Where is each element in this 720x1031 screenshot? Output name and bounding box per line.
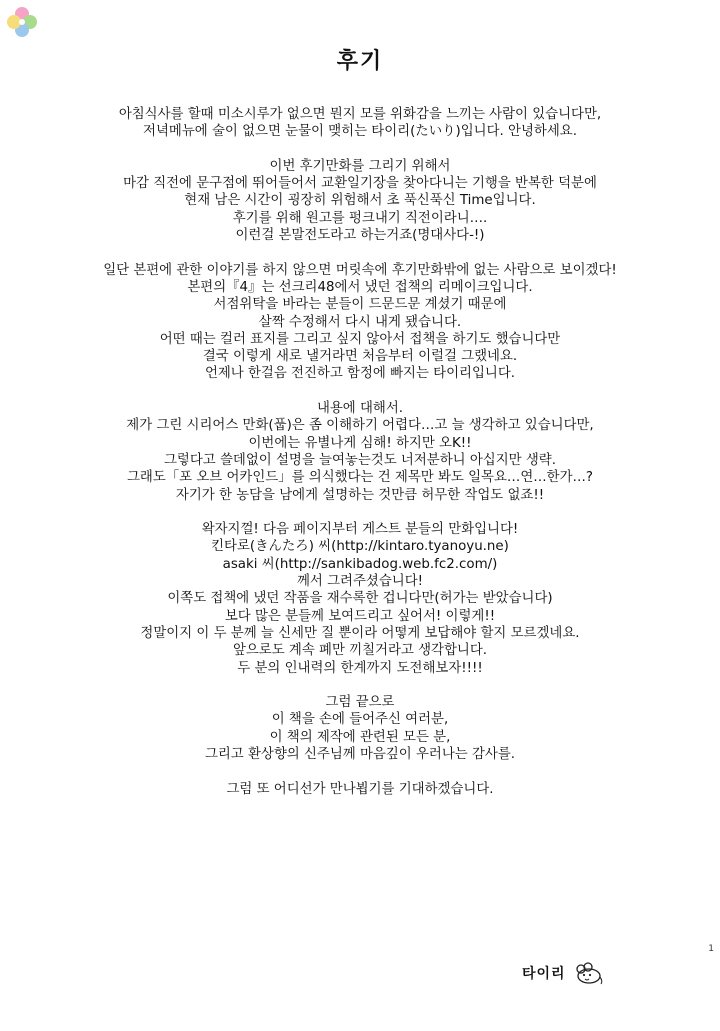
- paragraph-deadline: [40, 158, 680, 244]
- text-line: 마감 직전에 문구점에 뛰어들어서 교환일기장을 찾아다니는 기행을 반복한 덕분에: [123, 176, 597, 192]
- afterword-body: [40, 106, 680, 815]
- paragraph-greeting: [40, 106, 680, 141]
- text-line: 이번에는 유별나게 심해! 하지만 오K!!: [248, 435, 472, 451]
- text-line: 그럼 끝으로: [325, 695, 395, 711]
- text-line: 내용에 대해서.: [316, 401, 404, 417]
- text-line: 그래도「포 오브 어카인드」를 의식했다는 건 제목만 봐도 일목요…연…한가…?: [126, 470, 594, 486]
- text-line: 일단 본편에 관한 이야기를 하지 않으면 머릿속에 후기만화밖에 없는 사람으로 보이겠다!: [103, 262, 617, 278]
- signature-name: 타이리: [522, 966, 566, 982]
- text-line: 어떤 때는 컬러 표지를 그리고 싶지 않아서 접책을 하기도 했습니다만: [159, 331, 561, 347]
- text-line: 왁자지껄! 다음 페이지부터 게스트 분들의 만화입니다!: [201, 522, 519, 538]
- text-line: 이쪽도 접책에 냈던 작품을 재수록한 겁니다만(허가는 받았습니다): [167, 591, 553, 607]
- text-line: 살짝 수정해서 다시 내게 됐습니다.: [258, 314, 462, 330]
- text-line: 아침식사를 할때 미소시루가 없으면 뭔지 모를 위화감을 느끼는 사람이 있습니다만,: [118, 107, 602, 122]
- text-line: 본편의『4』는 선크리48에서 냈던 접책의 리메이크입니다.: [187, 279, 533, 295]
- author-signature: [522, 960, 604, 986]
- text-line: 그리고 환상향의 신주님께 마음깊이 우러나는 감사를.: [204, 746, 516, 762]
- page-number: 1: [708, 944, 714, 954]
- text-line: 저녁메뉴에 술이 없으면 눈물이 맺히는 타이리(たいり)입니다. 안녕하세요.: [143, 124, 577, 140]
- text-line: 두 분의 인내력의 한계까지 도전해보자!!!!: [237, 660, 483, 676]
- mouse-doodle-icon: [572, 960, 604, 986]
- text-line: 정말이지 이 두 분께 늘 신세만 질 뿐이라 어떻게 보답해야 할지 모르겠네요.: [140, 625, 580, 641]
- text-line: 그럼 또 어디선가 만나뵙기를 기대하겠습니다.: [226, 781, 494, 797]
- text-line: 결국 이렇게 새로 낼거라면 처음부터 이럴걸 그랬네요.: [202, 349, 518, 365]
- paragraph-farewell: [40, 781, 680, 798]
- text-line: 께서 그려주셨습니다!: [296, 574, 424, 590]
- text-line: 그렇다고 쓸데없이 설명을 늘여놓는것도 너저분하니 아십지만 생략.: [164, 452, 556, 468]
- text-line: 제가 그린 시리어스 만화(풉)은 좀 이해하기 어렵다…고 늘 생각하고 있습니다만,: [126, 418, 594, 434]
- paragraph-content: [40, 400, 680, 504]
- text-line: 킨타로(きんたろ) 씨(http://kintaro.tyanoyu.ne): [211, 539, 509, 555]
- text-line: 현재 남은 시간이 굉장히 위험해서 초 푹신푹신 Time입니다.: [184, 193, 536, 209]
- text-line: 자기가 한 농담을 남에게 설명하는 것만큼 허무한 작업도 없죠!!: [175, 487, 545, 503]
- clover-logo-icon: [4, 4, 40, 40]
- paragraph-main-story: [40, 262, 680, 383]
- paragraph-thanks: [40, 694, 680, 763]
- text-line: 후기를 위해 원고를 펑크내기 직전이라니….: [232, 210, 488, 226]
- paragraph-guests: [40, 521, 680, 677]
- text-line: 앞으로도 계속 폐만 끼칠거라고 생각합니다.: [232, 643, 488, 659]
- text-line: 언제나 한걸음 전진하고 함정에 빠지는 타이리입니다.: [204, 366, 516, 382]
- text-line: 보다 많은 분들께 보여드리고 싶어서! 이렇게!!: [224, 608, 496, 624]
- text-line: 이 책을 손에 들어주신 여러분,: [271, 712, 449, 728]
- text-line: 이번 후기만화를 그리기 위해서: [269, 158, 451, 174]
- text-line: 서점위탁을 바라는 분들이 드문드문 계셨기 때문에: [213, 297, 507, 313]
- text-line: 이 책의 제작에 관련된 모든 분,: [269, 729, 451, 745]
- text-line: asaki 씨(http://sankibadog.web.fc2.com/): [222, 556, 498, 572]
- page-title: 후기: [336, 49, 384, 74]
- text-line: 이런걸 본말전도라고 하는거죠(명대사다-!): [235, 228, 485, 244]
